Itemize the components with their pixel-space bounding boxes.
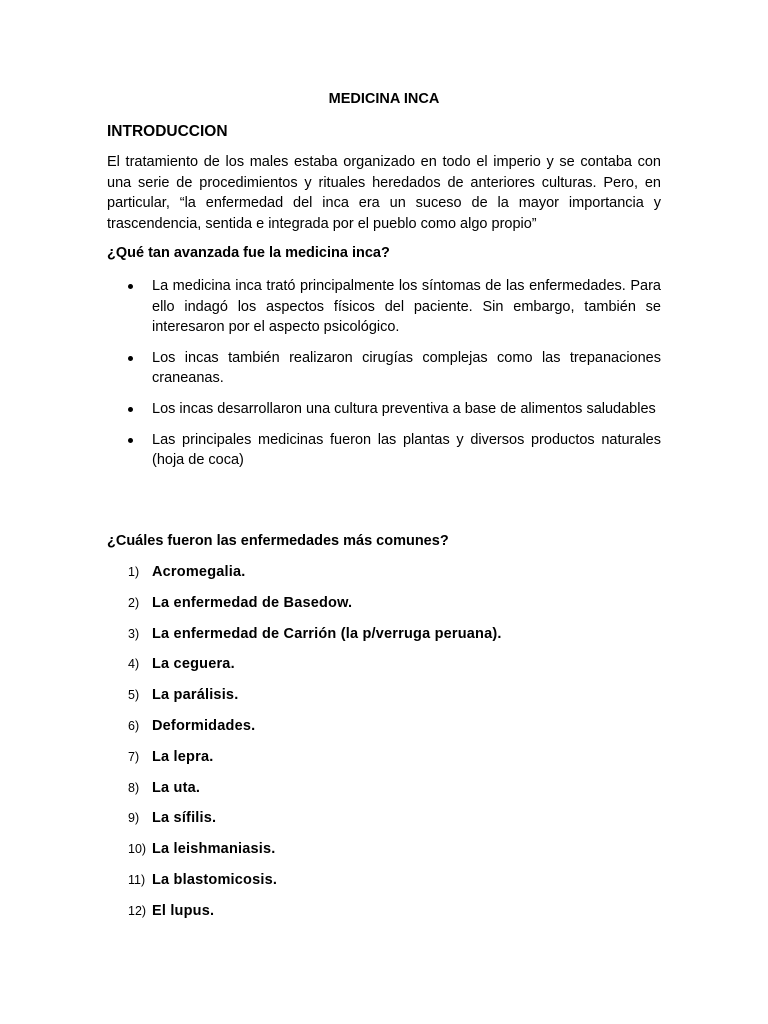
- bullet-text: La medicina inca trató principalmente los síntomas de las enfermedades. Para ello indagó los aspectos físicos del paciente. Sin embargo, también se interesaron por el aspecto psicológico.: [152, 278, 661, 336]
- list-item: [107, 595, 661, 626]
- document-title: MEDICINA INCA: [328, 91, 440, 107]
- list-item: [107, 564, 661, 595]
- bullet-icon: [128, 407, 133, 412]
- list-item: [107, 841, 661, 872]
- bullet-icon: [128, 284, 133, 289]
- list-item: [107, 872, 661, 903]
- list-item: [107, 626, 661, 657]
- list-item: [107, 780, 661, 811]
- section-heading: INTRODUCCION: [107, 123, 228, 140]
- bullet-item: [107, 348, 661, 389]
- list-text: La enfermedad de Basedow.: [152, 594, 353, 611]
- disease-list: [107, 564, 661, 934]
- bullet-item: [107, 399, 661, 420]
- list-text: La lepra.: [152, 748, 214, 765]
- bullet-icon: [128, 438, 133, 443]
- list-number: 2): [128, 595, 140, 610]
- list-number: 6): [128, 718, 140, 733]
- list-item: [107, 718, 661, 749]
- list-item: [107, 810, 661, 841]
- list-text: Deformidades.: [152, 717, 256, 734]
- list-number: 10): [128, 842, 147, 857]
- list-item: [107, 687, 661, 718]
- bullet-text: Los incas también realizaron cirugías complejas como las trepanaciones craneanas.: [152, 349, 661, 387]
- list-text: La enfermedad de Carrión (la p/verruga peruana).: [152, 625, 502, 642]
- list-number: 7): [128, 749, 140, 764]
- list-text: La parálisis.: [152, 687, 239, 704]
- bullet-icon: [128, 356, 133, 361]
- bullet-item: [107, 430, 661, 471]
- list-number: 4): [128, 657, 140, 672]
- list-item: [107, 903, 661, 934]
- list-text: La blastomicosis.: [152, 871, 278, 888]
- list-number: 5): [128, 688, 140, 703]
- question-heading-medicine: ¿Qué tan avanzada fue la medicina inca?: [107, 245, 390, 261]
- list-item: [107, 749, 661, 780]
- list-text: La ceguera.: [152, 656, 235, 673]
- list-text: La uta.: [152, 779, 201, 796]
- list-item: [107, 656, 661, 687]
- list-text: Acromegalia.: [152, 564, 246, 580]
- list-number: 11): [128, 872, 146, 887]
- bullet-text: Las principales medicinas fueron las plantas y diversos productos naturales (hoja de coca): [152, 431, 661, 469]
- intro-paragraph: El tratamiento de los males estaba organizado en todo el imperio y se contaba con una serie de procedimientos y rituales heredados de anteriores culturas. Pero, en particular, “la enfermedad del inca era un suceso de la mayor importancia y trascendencia, sentida e integrada por el pueblo como algo propio”: [107, 154, 661, 232]
- list-text: El lupus.: [152, 902, 215, 919]
- bullet-text: Los incas desarrollaron una cultura preventiva a base de alimentos saludables: [152, 400, 656, 417]
- list-number: 3): [128, 626, 140, 641]
- list-text: La leishmaniasis.: [152, 841, 276, 858]
- list-number: 8): [128, 780, 140, 795]
- list-text: La sífilis.: [152, 810, 217, 827]
- bullet-list: [107, 276, 661, 481]
- bullet-item: [107, 276, 661, 338]
- list-number: 12): [128, 903, 147, 918]
- question-heading-diseases: ¿Cuáles fueron las enfermedades más comunes?: [107, 533, 449, 549]
- list-number: 1): [128, 565, 140, 579]
- list-number: 9): [128, 811, 140, 826]
